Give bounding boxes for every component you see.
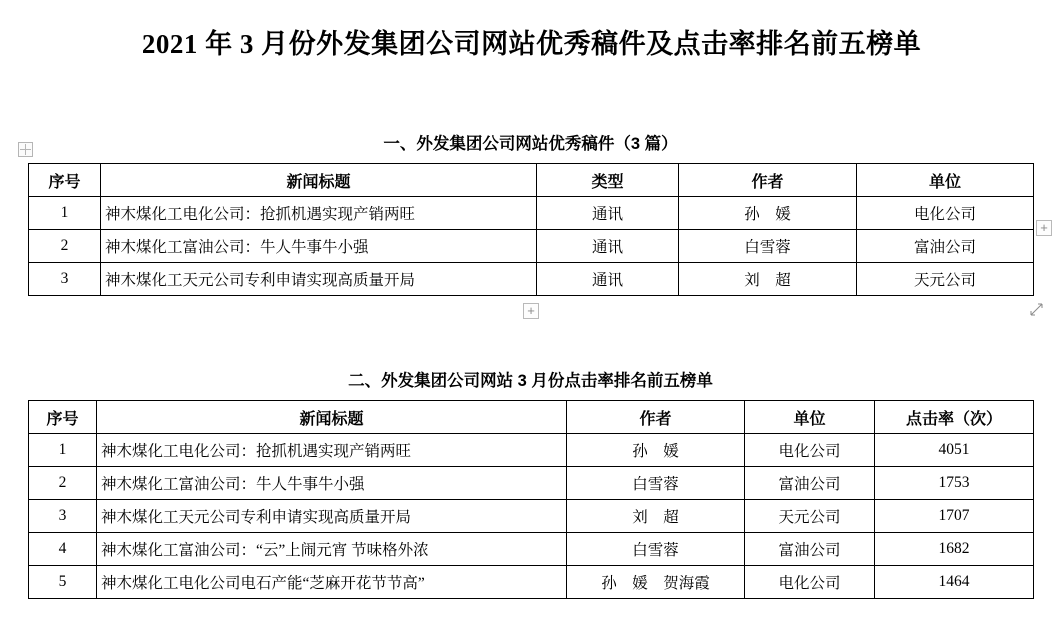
cell-unit: 富油公司 [745,533,875,566]
cell-unit: 天元公司 [745,500,875,533]
cell-author: 孙 媛 贺海霞 [567,566,745,599]
table-row [29,566,1034,599]
cell-index: 4 [29,533,97,566]
add-row-button[interactable]: + [523,303,539,319]
cell-headline: 神木煤化工天元公司专利申请实现高质量开局 [97,500,567,533]
cell-headline: 神木煤化工电化公司：抢抓机遇实现产销两旺 [97,434,567,467]
cell-type: 通讯 [537,263,679,296]
column-header-author: 作者 [567,401,745,434]
table-row [29,500,1034,533]
table-row [29,467,1034,500]
column-header-clicks: 点击率（次） [875,401,1034,434]
cell-clicks: 1682 [875,533,1034,566]
section-one [28,130,1033,296]
table-header-row [29,401,1034,434]
cell-clicks: 1753 [875,467,1034,500]
cell-author: 刘 超 [679,263,857,296]
column-header-type: 类型 [537,164,679,197]
cell-headline: 神木煤化工电化公司电石产能“芝麻开花节节高” [97,566,567,599]
column-header-index: 序号 [29,164,101,197]
section-one-title: 一、外发集团公司网站优秀稿件（3 篇） [383,135,678,153]
table-header-row [29,164,1034,197]
cell-clicks: 1707 [875,500,1034,533]
cell-index: 2 [29,230,101,263]
cell-type: 通讯 [537,197,679,230]
cell-index: 2 [29,467,97,500]
column-header-unit: 单位 [745,401,875,434]
document-page [0,22,1063,642]
column-header-headline: 新闻标题 [97,401,567,434]
column-header-headline: 新闻标题 [101,164,537,197]
cell-author: 白雪蓉 [567,533,745,566]
column-header-unit: 单位 [857,164,1034,197]
cell-unit: 富油公司 [857,230,1034,263]
page-title: 2021 年 3 月份外发集团公司网站优秀稿件及点击率排名前五榜单 [141,29,922,59]
cell-unit: 电化公司 [745,434,875,467]
cell-author: 孙 媛 [679,197,857,230]
cell-author: 白雪蓉 [679,230,857,263]
table-resize-handle[interactable] [1030,303,1043,316]
table-row [29,197,1034,230]
cell-headline: 神木煤化工电化公司：抢抓机遇实现产销两旺 [101,197,537,230]
cell-author: 白雪蓉 [567,467,745,500]
cell-clicks: 1464 [875,566,1034,599]
cell-index: 3 [29,500,97,533]
cell-author: 孙 媛 [567,434,745,467]
cell-clicks: 4051 [875,434,1034,467]
table-row [29,230,1034,263]
table-row [29,533,1034,566]
cell-unit: 电化公司 [857,197,1034,230]
column-header-author: 作者 [679,164,857,197]
cell-headline: 神木煤化工富油公司：牛人牛事牛小强 [97,467,567,500]
click-ranking-table [28,400,1034,599]
excellent-articles-table [28,163,1034,296]
section-two-title: 二、外发集团公司网站 3 月份点击率排名前五榜单 [348,372,713,390]
section-two [28,367,1033,599]
cell-headline: 神木煤化工天元公司专利申请实现高质量开局 [101,263,537,296]
cell-unit: 富油公司 [745,467,875,500]
cell-author: 刘 超 [567,500,745,533]
cell-index: 1 [29,434,97,467]
cell-index: 5 [29,566,97,599]
column-header-index: 序号 [29,401,97,434]
cell-headline: 神木煤化工富油公司：“云”上闹元宵 节味格外浓 [97,533,567,566]
table-row [29,434,1034,467]
cell-index: 3 [29,263,101,296]
cell-unit: 电化公司 [745,566,875,599]
add-column-button[interactable]: + [1036,220,1052,236]
cell-unit: 天元公司 [857,263,1034,296]
table-row [29,263,1034,296]
cell-index: 1 [29,197,101,230]
cell-headline: 神木煤化工富油公司：牛人牛事牛小强 [101,230,537,263]
cell-type: 通讯 [537,230,679,263]
